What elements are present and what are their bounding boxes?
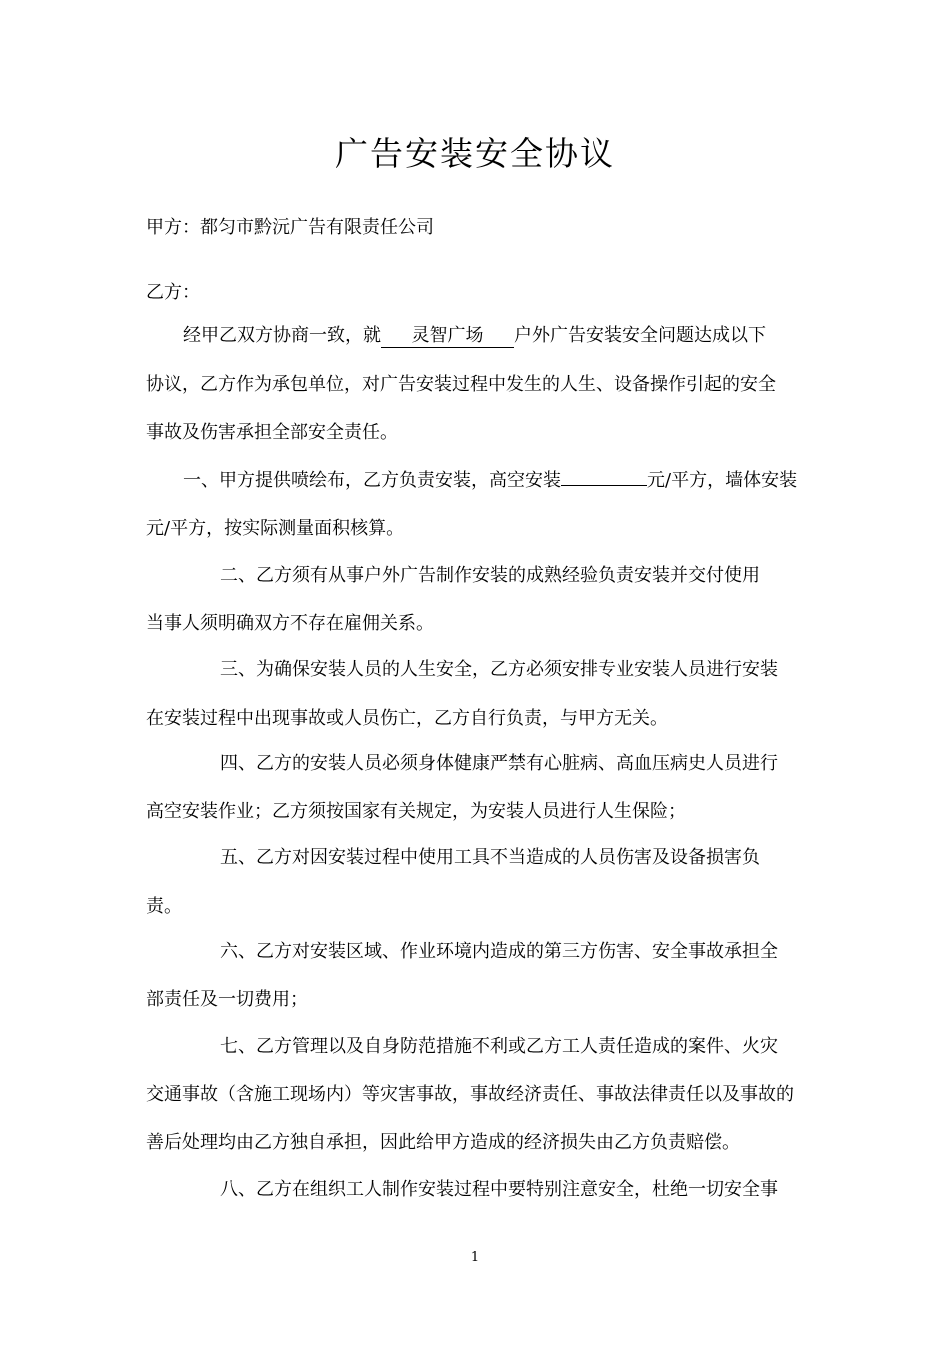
- clause-8-line-1: 八、乙方在组织工人制作安装过程中要特别注意安全，杜绝一切安全事: [220, 1179, 778, 1200]
- clause-7-line-2: 交通事故（含施工现场内）等灾害事故，事故经济责任、事故法律责任以及事故的: [146, 1084, 794, 1105]
- clause-3-line-1: 三、为确保安装人员的人生安全，乙方必须安排专业安装人员进行安装: [220, 659, 778, 680]
- intro-location-field: 灵智广场: [381, 325, 514, 348]
- clause-5-line-1: 五、乙方对因安装过程中使用工具不当造成的人员伤害及设备损害负: [220, 847, 760, 868]
- clause-5-line-2: 责。: [146, 896, 182, 917]
- party-a-line: 甲方：都匀市黔沅广告有限责任公司: [146, 217, 434, 238]
- clause-1-price-blank: [561, 485, 647, 486]
- clause-1-prefix: 一、甲方提供喷绘布，乙方负责安装，高空安装: [183, 470, 561, 491]
- clause-6-line-2: 部责任及一切费用；: [146, 989, 308, 1010]
- clause-7-line-1: 七、乙方管理以及自身防范措施不利或乙方工人责任造成的案件、火灾: [220, 1036, 778, 1057]
- clause-6-line-1: 六、乙方对安装区域、作业环境内造成的第三方伤害、安全事故承担全: [220, 941, 778, 962]
- clause-2-line-2: 当事人须明确双方不存在雇佣关系。: [146, 613, 434, 634]
- clause-7-line-3: 善后处理均由乙方独自承担，因此给甲方造成的经济损失由乙方负责赔偿。: [146, 1132, 740, 1153]
- clause-1-line-1: [183, 468, 797, 494]
- intro-line-3: 事故及伤害承担全部安全责任。: [146, 422, 398, 443]
- intro-prefix: 经甲乙双方协商一致，就: [183, 325, 381, 346]
- clause-2-line-1: 二、乙方须有从事户外广告制作安装的成熟经验负责安装并交付使用: [220, 565, 760, 586]
- document-title: 广告安装安全协议: [335, 134, 615, 173]
- clause-1-suffix: 元/平方，墙体安装: [647, 470, 798, 491]
- intro-suffix: 户外广告安装安全问题达成以下: [514, 325, 766, 346]
- clause-4-line-2: 高空安装作业；乙方须按国家有关规定，为安装人员进行人生保险；: [146, 801, 686, 822]
- party-b-line: 乙方：: [146, 282, 200, 303]
- intro-line-1: [183, 323, 766, 349]
- page-number: 1: [470, 1250, 480, 1265]
- intro-line-2: 协议，乙方作为承包单位，对广告安装过程中发生的人生、设备操作引起的安全: [146, 374, 776, 395]
- clause-1-line-2: 元/平方，按实际测量面积核算。: [146, 518, 405, 539]
- clause-3-line-2: 在安装过程中出现事故或人员伤亡，乙方自行负责，与甲方无关。: [146, 708, 668, 729]
- clause-4-line-1: 四、乙方的安装人员必须身体健康严禁有心脏病、高血压病史人员进行: [220, 753, 778, 774]
